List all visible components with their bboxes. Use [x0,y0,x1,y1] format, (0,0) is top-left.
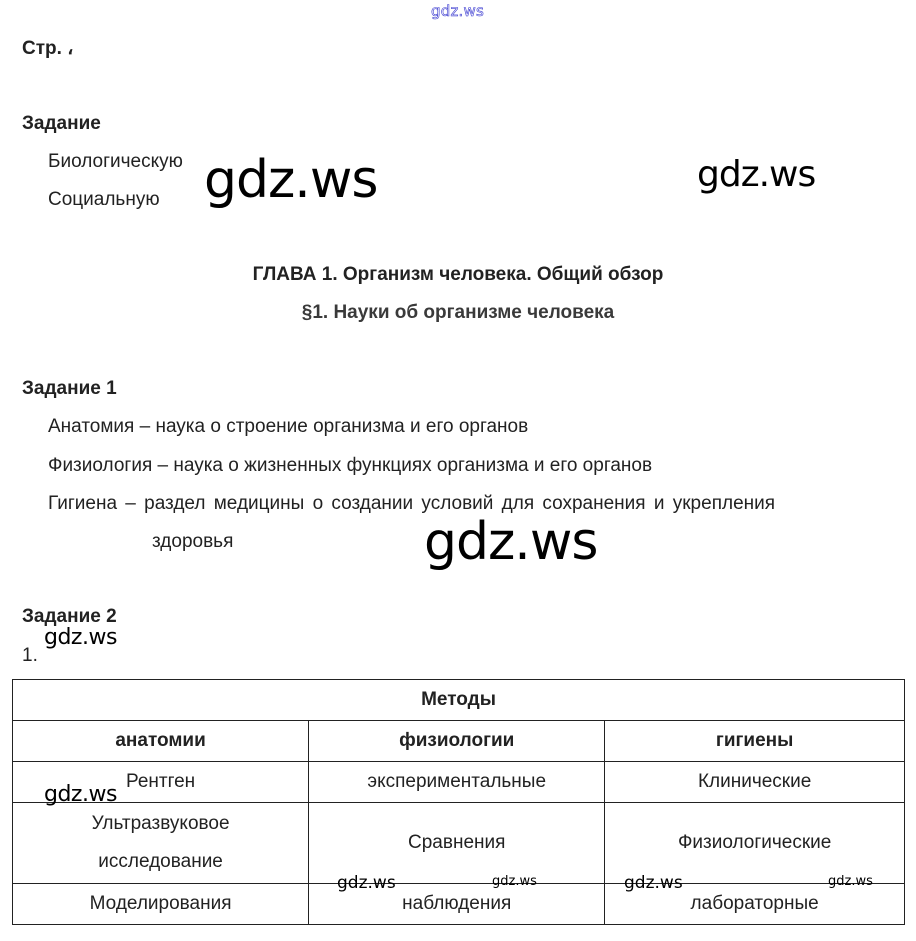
task1-line-anatomy: Анатомия – наука о строение организма и его органов [48,416,529,437]
table-row [13,803,905,884]
watermark-large: gdz.ws [204,150,378,210]
table-title: Методы [13,680,905,721]
intro-answer-1: Биологическую [48,151,183,172]
chapter-title: ГЛАВА 1. Организм человека. Общий обзор [252,264,664,285]
watermark-tiny: gdz.ws [828,874,873,889]
intro-answer-2: Социальную [48,189,160,210]
table-cell: наблюдения [309,884,605,925]
watermark-medium: gdz.ws [697,154,816,195]
table-cell: экспериментальные [309,762,605,803]
task2-heading: Задание 2 [22,606,117,627]
column-header-physiology: физиологии [309,721,605,762]
watermark-small: gdz.ws [624,873,683,893]
table-cell: Физиологические [605,803,905,884]
watermark-small: gdz.ws [44,625,117,650]
table-header-row [13,721,905,762]
table-cell-line: Ультразвуковое [91,813,230,834]
table-cell [13,803,309,884]
table-cell: Сравнения [309,803,605,884]
watermark-tiny: gdz.ws [492,874,537,889]
table-cell: лабораторные [605,884,905,925]
table-cell: Рентген [13,762,309,803]
column-header-hygiene: гигиены [605,721,905,762]
table-cell: Клинические [605,762,905,803]
table-row [13,762,905,803]
watermark-small: gdz.ws [337,873,396,893]
task1-line-hygiene: Гигиена – раздел медицины о создании условий для сохранения и укрепления [48,493,776,514]
section-title: §1. Науки об организме человека [301,302,615,323]
task1-line-hygiene-cont: здоровья [152,531,234,552]
watermark-large: gdz.ws [424,512,598,572]
table-title-row [13,680,905,721]
watermark-small: gdz.ws [44,782,117,807]
table-cell: Моделирования [13,884,309,925]
task1-line-physiology: Физиология – наука о жизненных функциях организма и его органов [48,455,653,476]
methods-table [12,679,905,925]
task1-heading: Задание 1 [22,378,117,399]
page-reference: Стр. ، [22,38,74,59]
column-header-anatomy: анатомии [13,721,309,762]
intro-heading: Задание [22,113,101,134]
table-cell-line: исследование [98,851,223,872]
task2-item-number: 1. [22,645,38,666]
table-row [13,884,905,925]
top-watermark: gdz.ws [431,2,484,20]
